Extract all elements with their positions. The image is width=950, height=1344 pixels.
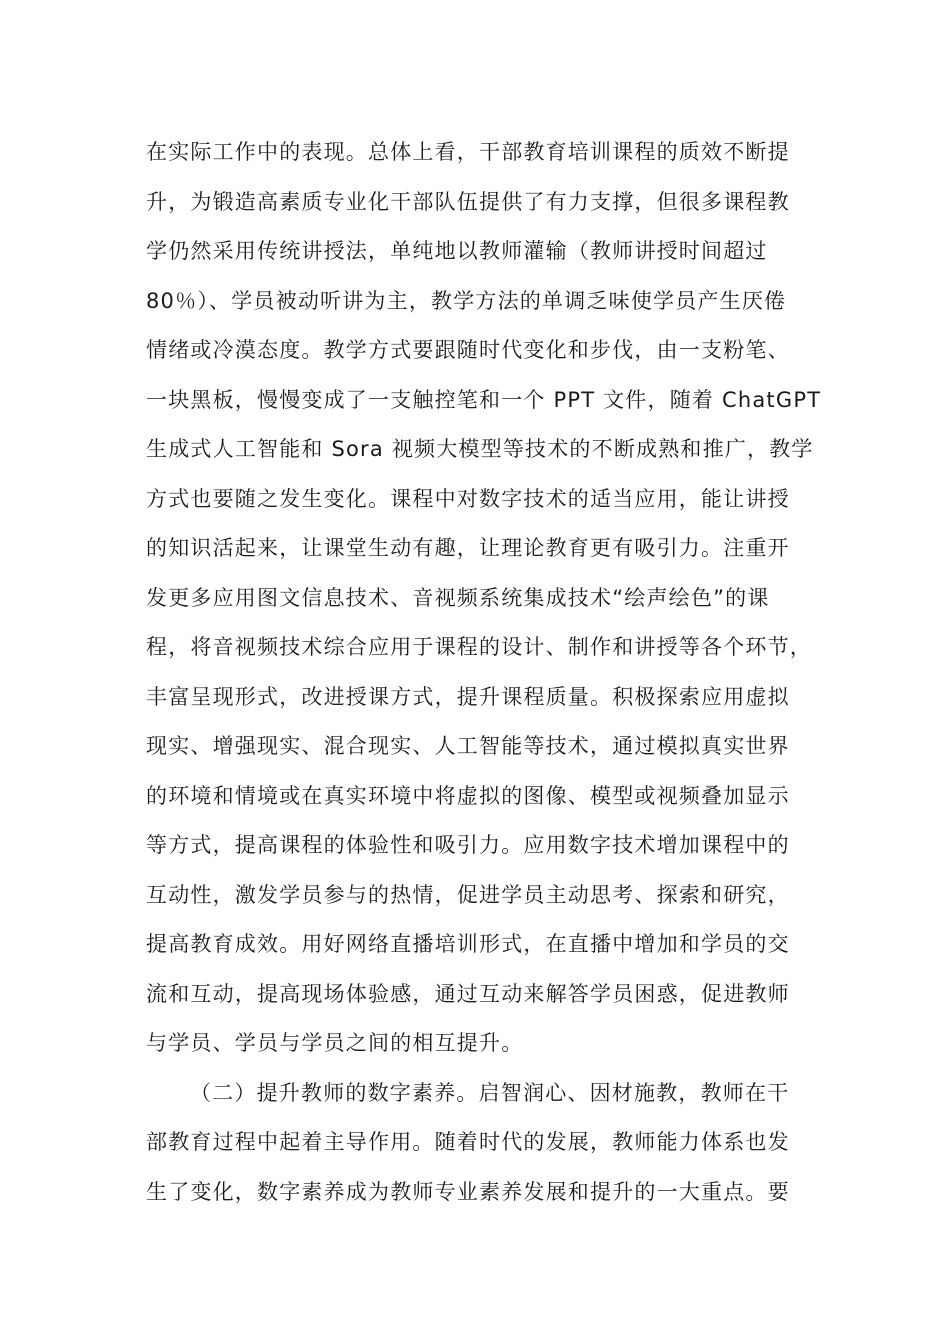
text-line-14: 的环境和情境或在真实环境中将虚拟的图像、模型或视频叠加显示 — [146, 783, 790, 808]
section-heading-line: （二）提升教师的数字素养。启智润心、因材施教，教师在干 — [190, 1080, 790, 1105]
text-line-3: 学仍然采用传统讲授法，单纯地以教师灌输（教师讲授时间超过 — [146, 239, 768, 263]
text-line-18: 流和互动，提高现场体验感，通过互动来解答学员困惑，促进教师 — [146, 981, 790, 1006]
text-line-16: 互动性，激发学员参与的热情，促进学员主动思考、探索和研究， — [146, 882, 790, 907]
text-line-15: 等方式，提高课程的体验性和吸引力。应用数字技术增加课程中的 — [146, 833, 790, 857]
text-line-9: 的知识活起来，让课堂生动有趣，让理论教育更有吸引力。注重开 — [146, 536, 790, 560]
text-line-6: 一块黑板，慢慢变成了一支触控笔和一个 PPT 文件，随着 ChatGPT — [146, 387, 822, 412]
text-line-17: 提高教育成效。用好网络直播培训形式，在直播中增加和学员的交 — [146, 932, 790, 956]
text-line-12: 丰富呈现形式，改进授课方式，提升课程质量。积极探索应用虚拟 — [146, 684, 790, 709]
text-line-5: 情绪或冷漠态度。教学方式要跟随时代变化和步伐，由一支粉笔、 — [146, 338, 790, 362]
text-line-13: 现实、增强现实、混合现实、人工智能等技术，通过模拟真实世界 — [146, 734, 790, 758]
text-line-2: 升，为锻造高素质专业化干部队伍提供了有力支撑，但很多课程教 — [146, 189, 790, 214]
text-line-4: 80％）、学员被动听讲为主，教学方法的单调乏味使学员产生厌倦 — [146, 288, 787, 313]
text-line-10: 发更多应用图文信息技术、音视频系统集成技术“绘声绘色”的课 — [146, 585, 770, 610]
body-text — [146, 133, 826, 1222]
text-line-8: 方式也要随之发生变化。课程中对数字技术的适当应用，能让讲授 — [146, 486, 790, 511]
text-line-7: 生成式人工智能和 Sora 视频大模型等技术的不断成熟和推广，教学 — [146, 437, 814, 461]
text-line-21: 部教育过程中起着主导作用。随着时代的发展，教师能力体系也发 — [146, 1130, 790, 1154]
text-line-22: 生了变化，数字素养成为教师专业素养发展和提升的一大重点。要 — [146, 1179, 790, 1204]
text-line-19: 与学员、学员与学员之间的相互提升。 — [146, 1031, 524, 1055]
text-line-1: 在实际工作中的表现。总体上看，干部教育培训课程的质效不断提 — [146, 140, 790, 164]
text-line-11: 程，将音视频技术综合应用于课程的设计、制作和讲授等各个环节， — [146, 635, 812, 659]
